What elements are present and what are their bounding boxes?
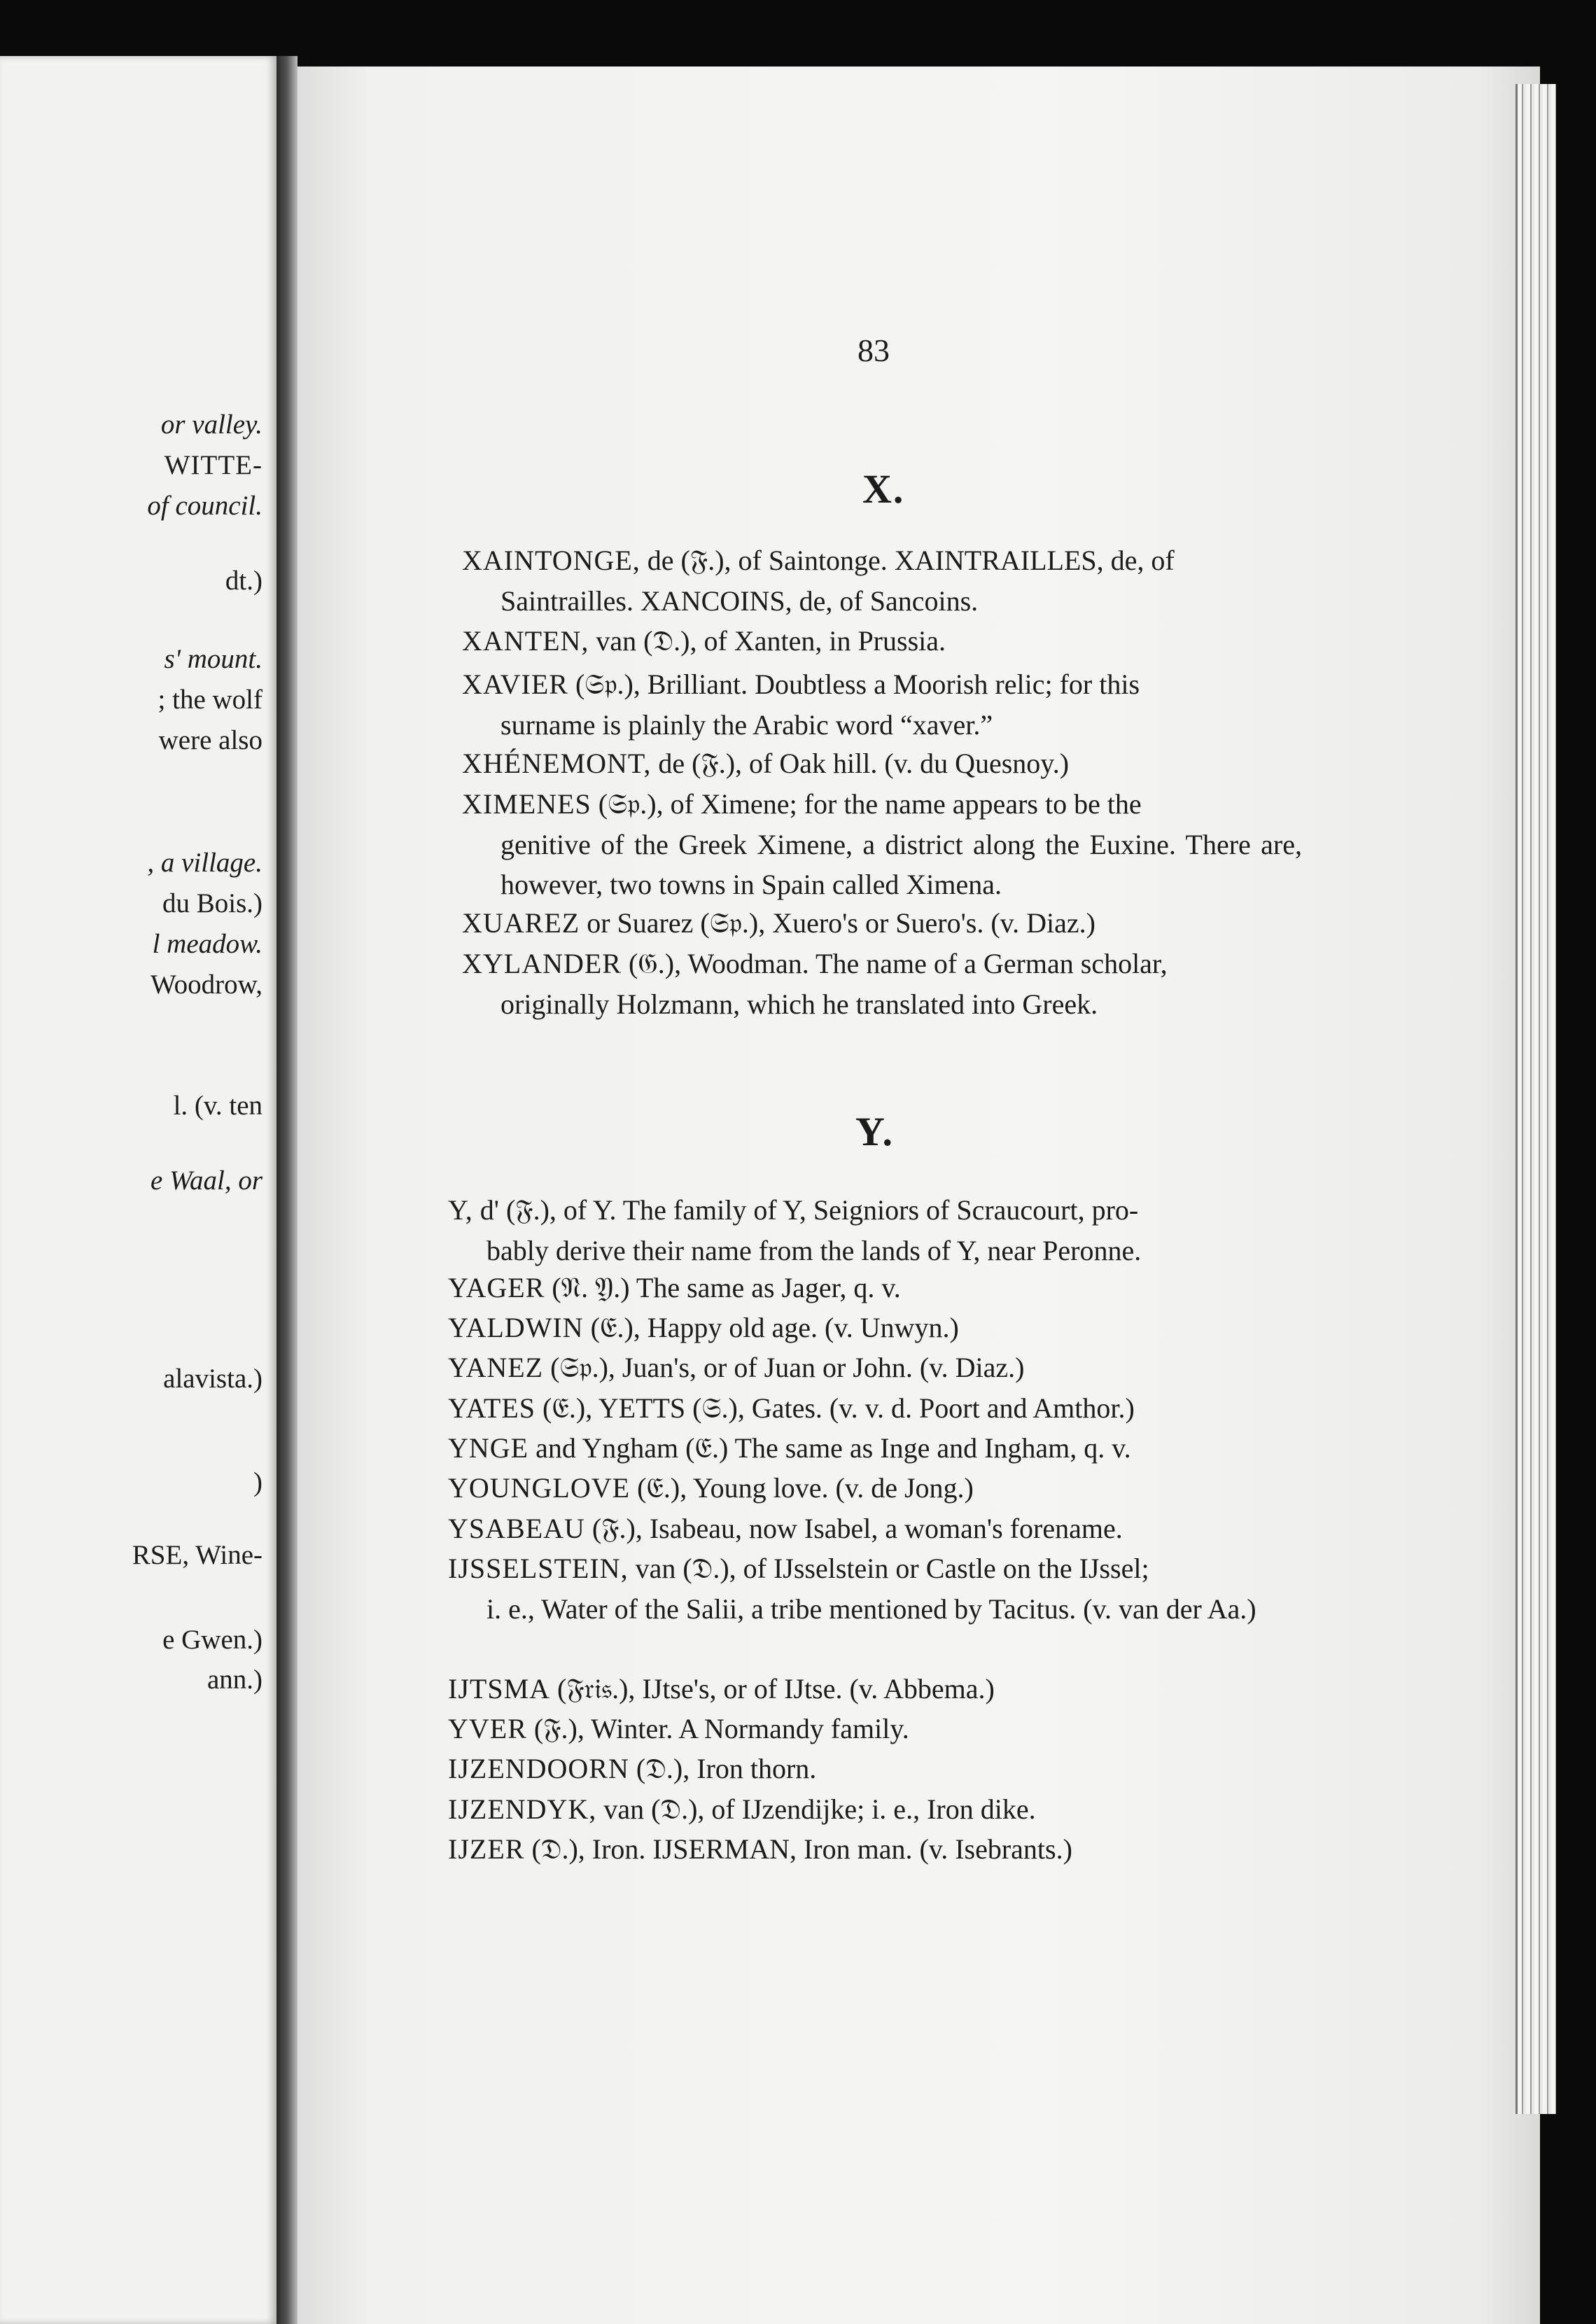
entry-xanten: XANTEN, van (𝔇.), of Xanten, in Prussia. (462, 625, 946, 657)
entry-ximenes: XIMENES (𝔖𝔭.), of Ximene; for the name appears to be the genitive of the Greek Ximene, a district along the Euxine. There are, however, two towns in Spain called Ximena. (462, 788, 1302, 900)
entry-xhenemont: XHÉNEMONT, de (𝔉.), of Oak hill. (v. du Quesnoy.) (462, 748, 1070, 779)
entry-yaldwin: YALDWIN (𝔈.), Happy old age. (v. Unwyn.) (448, 1312, 959, 1343)
left-fragment: of council. (147, 491, 262, 521)
section-heading-y: Y. (855, 1109, 895, 1154)
left-fragment: du Bois.) (162, 888, 262, 918)
left-fragment: dt.) (225, 566, 262, 596)
page-number: 83 (858, 332, 890, 368)
left-fragment: ; the wolf (158, 685, 262, 715)
entry-xaintonge: XAINTONGE, de (𝔉.), of Saintonge. XAINTRAILLES, de, of Saintrailles. XANCOINS, de, of Sancoins. (462, 545, 1175, 617)
left-fragment: , a village. (147, 848, 262, 878)
left-fragment: Woodrow, (150, 969, 262, 1000)
left-fragment: s' mount. (164, 644, 262, 674)
entry-ijzer: IJZER (𝔇.), Iron. IJSERMAN, Iron man. (v. Isebrants.) (448, 1833, 1072, 1865)
entry-ijzendyk: IJZENDYK, van (𝔇.), of IJzendijke; i. e., Iron dike. (448, 1793, 1036, 1825)
left-fragment: WITTE- (164, 450, 262, 480)
left-fragment: l meadow. (152, 929, 262, 959)
entry-yanez: YANEZ (𝔖𝔭.), Juan's, or of Juan or John. (v. Diaz.) (448, 1352, 1025, 1383)
entry-y: Y, d' (𝔉.), of Y. The family of Y, Seigniors of Scraucourt, pro- bably derive their name from the lands of Y, near Peronne. (448, 1194, 1142, 1266)
entry-yager: YAGER (𝔑. 𝔜.) The same as Jager, q. v. (448, 1272, 901, 1303)
left-fragment: ) (253, 1467, 262, 1497)
page-edges (1516, 84, 1556, 2114)
book-gutter (276, 56, 298, 2324)
entry-ijzendoorn: IJZENDOORN (𝔇.), Iron thorn. (448, 1753, 817, 1784)
entry-xylander: XYLANDER (𝔊.), Woodman. The name of a German scholar, originally Holzmann, which he translated into Greek. (462, 948, 1168, 1020)
entry-xuarez: XUAREZ or Suarez (𝔖𝔭.), Xuero's or Suero's. (v. Diaz.) (462, 907, 1096, 939)
entry-ijtsma: IJTSMA (𝔉𝔯𝔦𝔰.), IJtse's, or of IJtse. (v. Abbema.) (448, 1673, 995, 1704)
left-fragment: l. (v. ten (173, 1091, 262, 1121)
entry-yver: YVER (𝔉.), Winter. A Normandy family. (448, 1713, 909, 1744)
left-fragment: alavista.) (163, 1364, 262, 1394)
entry-yates: YATES (𝔈.), YETTS (𝔖.), Gates. (v. v. d. Poort and Amthor.) (448, 1392, 1135, 1424)
entry-ijsselstein: IJSSELSTEIN, van (𝔇.), of IJsselstein or Castle on the IJssel; i. e., Water of the Salii, a tribe mentioned by Tacitus. (v. van der Aa.) (448, 1553, 1256, 1625)
entry-xavier: XAVIER (𝔖𝔭.), Brilliant. Doubtless a Moorish relic; for this surname is plainly the Arabic word “xaver.” (462, 668, 1140, 741)
left-fragment: RSE, Wine- (132, 1540, 262, 1570)
left-fragment: e Gwen.) (162, 1625, 262, 1655)
left-fragment: ann.) (206, 1665, 262, 1695)
section-heading-x: X. (862, 466, 905, 512)
entry-ynge: YNGE and Yngham (𝔈.) The same as Inge and Ingham, q. v. (448, 1432, 1131, 1464)
entry-younglove: YOUNGLOVE (𝔈.), Young love. (v. de Jong.) (448, 1472, 974, 1504)
left-fragment: were also (158, 725, 262, 755)
left-fragment: e Waal, or (150, 1166, 262, 1196)
left-facing-page (0, 56, 276, 2324)
entry-ysabeau: YSABEAU (𝔉.), Isabeau, now Isabel, a woman's forename. (448, 1513, 1123, 1544)
left-fragment: or valley. (160, 410, 262, 440)
